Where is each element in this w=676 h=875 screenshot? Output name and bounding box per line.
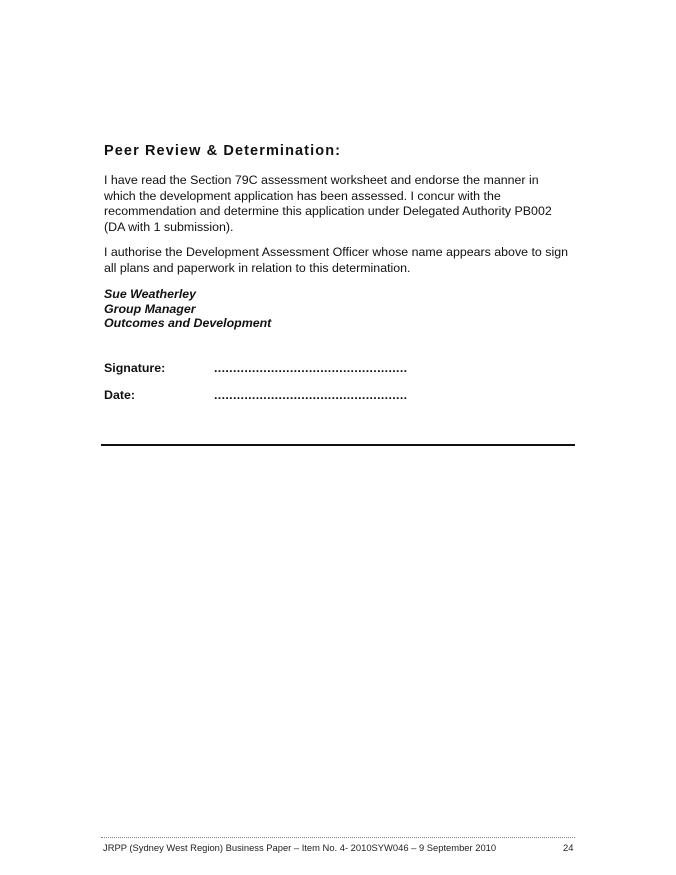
signer-title: Group Manager — [104, 301, 196, 316]
paragraph-line: I have read the Section 79C assessment worksheet and endorse the manner in — [104, 173, 539, 187]
paragraph-line: recommendation and determine this application under Delegated Authority PB002 — [104, 204, 552, 219]
date-label: Date: — [104, 388, 135, 402]
signature-line: ................................................... — [214, 361, 408, 375]
footer-divider — [101, 837, 575, 838]
signer-name: Sue Weatherley — [104, 287, 197, 301]
date-line: ................................................... — [214, 388, 408, 402]
footer-text: JRPP (Sydney West Region) Business Paper – Item No. 4- 2010SYW046 – 9 September 2010 — [103, 842, 497, 853]
paragraph-line: I authorise the Development Assessment Officer whose name appears above to sign — [104, 245, 568, 259]
paragraph-line: (DA with 1 submission). — [104, 219, 234, 234]
section-heading: Peer Review & Determination: — [104, 143, 342, 159]
authorisation-paragraph — [104, 245, 584, 276]
page-number: 24 — [563, 842, 574, 853]
signature-label: Signature: — [104, 361, 166, 375]
paragraph-line: all plans and paperwork in relation to this determination. — [104, 260, 411, 275]
signer-department: Outcomes and Development — [104, 316, 272, 331]
endorsement-paragraph — [104, 173, 584, 235]
paragraph-line: which the development application has been assessed. I concur with the — [104, 188, 501, 203]
section-divider — [101, 444, 575, 446]
signer-block — [104, 287, 271, 331]
